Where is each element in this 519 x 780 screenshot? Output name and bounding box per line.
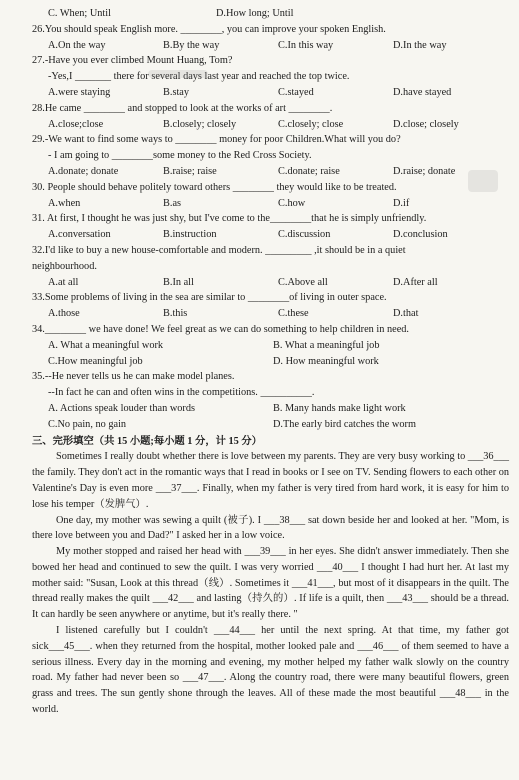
options-row [32,227,509,243]
passage-paragraph: My mother stopped and raised her head with ___39___ in her eyes. She didn't answer immediately. Then she bowed her head and continued to sew the quilt. I was very worried ___40___ I thought I had hurt her. At last my mother said: "Susan, Look at this thread（线）. Sometimes it ___41___, but most of it disappears in the quilt. The thread really makes the quilt ___42___ and lasting（持久的）. If life is a quilt, then ___43___ should be a thread. It can hardly be seen anywhere or anytime, but it's really there. " [32,546,509,621]
question-q35 [32,369,509,432]
question-list [32,22,509,433]
question-q33 [32,290,509,322]
answer-option[interactable]: D.In the way [393,39,447,51]
answer-option[interactable]: C.stayed [278,86,314,98]
options-row [32,117,509,133]
question-q32 [32,243,509,290]
question-stem: 32.I'd like to buy a new house-comfortable and modern. _________ ,it should be in a quiet [32,244,406,256]
option-d[interactable]: D.How long; Until [216,8,294,19]
answer-option[interactable]: B.raise; raise [163,165,217,177]
question-stem: - I am going to ________some money to the Red Cross Society. [48,150,312,162]
question-stem: -Yes,I _______ there for several days last year and reached the top twice. [48,71,350,83]
answer-option[interactable]: A.at all [48,276,79,288]
answer-option[interactable]: B. Many hands make light work [273,402,406,414]
answer-option[interactable]: A.close;close [48,118,104,130]
question-q29 [32,132,509,179]
options-row [32,85,509,101]
answer-option[interactable]: B.closely; closely [163,118,237,130]
options-row [32,196,509,212]
answer-option[interactable]: D.if [393,197,410,209]
answer-option[interactable]: C.how [278,197,306,209]
question-stem: 33.Some problems of living in the sea are similar to ________of living in outer space. [32,292,387,304]
answer-option[interactable]: C.donate; raise [278,165,340,177]
answer-option[interactable]: C.closely; close [278,118,344,130]
answer-option[interactable]: B. What a meaningful job [273,339,380,351]
question-stem: 29.-We want to find some ways to ________ money for poor Children.What will you do? [32,134,401,146]
answer-option[interactable]: A.donate; donate [48,165,119,177]
answer-option[interactable]: A.when [48,197,81,209]
answer-option[interactable]: D.After all [393,276,438,288]
print-smudge [468,170,498,192]
answer-option[interactable]: B.as [163,197,182,209]
question-stem: 26.You should speak English more. ________, you can improve your spoken English. [32,23,386,35]
question-stem: 28.He came ________ and stopped to look at the works of art ________. [32,102,333,114]
answer-option[interactable]: A. What a meaningful work [48,339,164,351]
section-heading: 三、完形填空（共 15 小题;每小题 1 分，计 15 分） [32,435,262,447]
answer-option[interactable]: C.discussion [278,229,331,241]
answer-option[interactable]: D.have stayed [393,86,452,98]
answer-option[interactable]: C.In this way [278,39,334,51]
answer-option[interactable]: D.conclusion [393,229,448,241]
options-row [32,401,509,417]
answer-option[interactable]: C.How meaningful job [48,355,143,367]
options-row [32,275,509,291]
answer-option[interactable]: A.conversation [48,229,111,241]
answer-option[interactable]: A.those [48,308,80,320]
answer-option[interactable]: D.that [393,308,419,320]
answer-option[interactable]: B.this [163,308,188,320]
question-stem: 30. People should behave politely toward others ________ they would like to be treated. [32,181,397,193]
answer-option[interactable]: B.instruction [163,229,217,241]
answer-option[interactable]: D.raise; donate [393,165,456,177]
passage-paragraph: I listened carefully but I couldn't ___44___ her until the next spring. At that time, my father got sick___45___. when they returned from the hospital, mother looked pale and ___46___ of them seemed to have a serious illness. Every day in the morning and evening, my mother helped my father walk slowly on the country road. My father had never been so ___47___. Along the country road, there were many beautiful flowers, green grass and trees. The sun gently shone through the leaves. All of these made the most beautiful ___48___ in the world. [32,625,509,716]
answer-option[interactable]: A. Actions speak louder than words [48,402,195,414]
question-q31 [32,211,509,243]
answer-option[interactable]: C.Above all [278,276,328,288]
answer-option[interactable]: C.these [278,308,309,320]
question-stem: 31. At first, I thought he was just shy, but I've come to the________that he is simply unfriendly. [32,213,427,225]
prev-question-options [32,6,509,22]
question-q27 [32,53,509,100]
answer-option[interactable]: D. How meaningful work [273,355,379,367]
print-smudge [148,70,208,78]
answer-option[interactable]: B.stay [163,86,190,98]
question-stem: --In fact he can and often wins in the competitions. __________. [48,387,315,399]
question-q26 [32,22,509,54]
options-row [32,38,509,54]
answer-option[interactable]: B.In all [163,276,194,288]
options-row [32,338,509,354]
question-stem: 35.--He never tells us he can make model planes. [32,371,235,383]
question-q34 [32,322,509,369]
options-row [32,164,509,180]
question-stem: 34.________ we have done! We feel great as we can do something to help children in need. [32,323,409,335]
answer-option[interactable]: D.The early bird catches the worm [273,418,416,430]
option-c[interactable]: C. When; Until [48,8,112,19]
answer-option[interactable]: B.By the way [163,39,220,51]
question-q28 [32,101,509,133]
passage-paragraph: One day, my mother was sewing a quilt (被子). I ___38___ sat down beside her and looked at her. "Mom, is there love between you and Dad?" I asked her in a low voice. [32,514,509,542]
answer-option[interactable]: A.were staying [48,86,111,98]
question-stem: neighbourhood. [32,260,97,272]
options-row [32,354,509,370]
passage-paragraph: Sometimes I really doubt whether there is love between my parents. They are very busy working to ___36___ the family. They don't act in the romantic ways that I read in books or I see on TV. Sending flowers to each other on Valentine's Day is even more ___37___. Finally, when my father is very tired from hard work, it is easy for him to lose his temper（发脾气）. [32,451,510,510]
cloze-passage [32,449,509,718]
answer-option[interactable]: A.On the way [48,39,106,51]
answer-option[interactable]: D.close; closely [393,118,459,130]
answer-option[interactable]: C.No pain, no gain [48,418,127,430]
question-q30 [32,180,509,212]
options-row [32,306,509,322]
options-row [32,417,509,433]
question-stem: 27.-Have you ever climbed Mount Huang, Tom? [32,55,233,67]
